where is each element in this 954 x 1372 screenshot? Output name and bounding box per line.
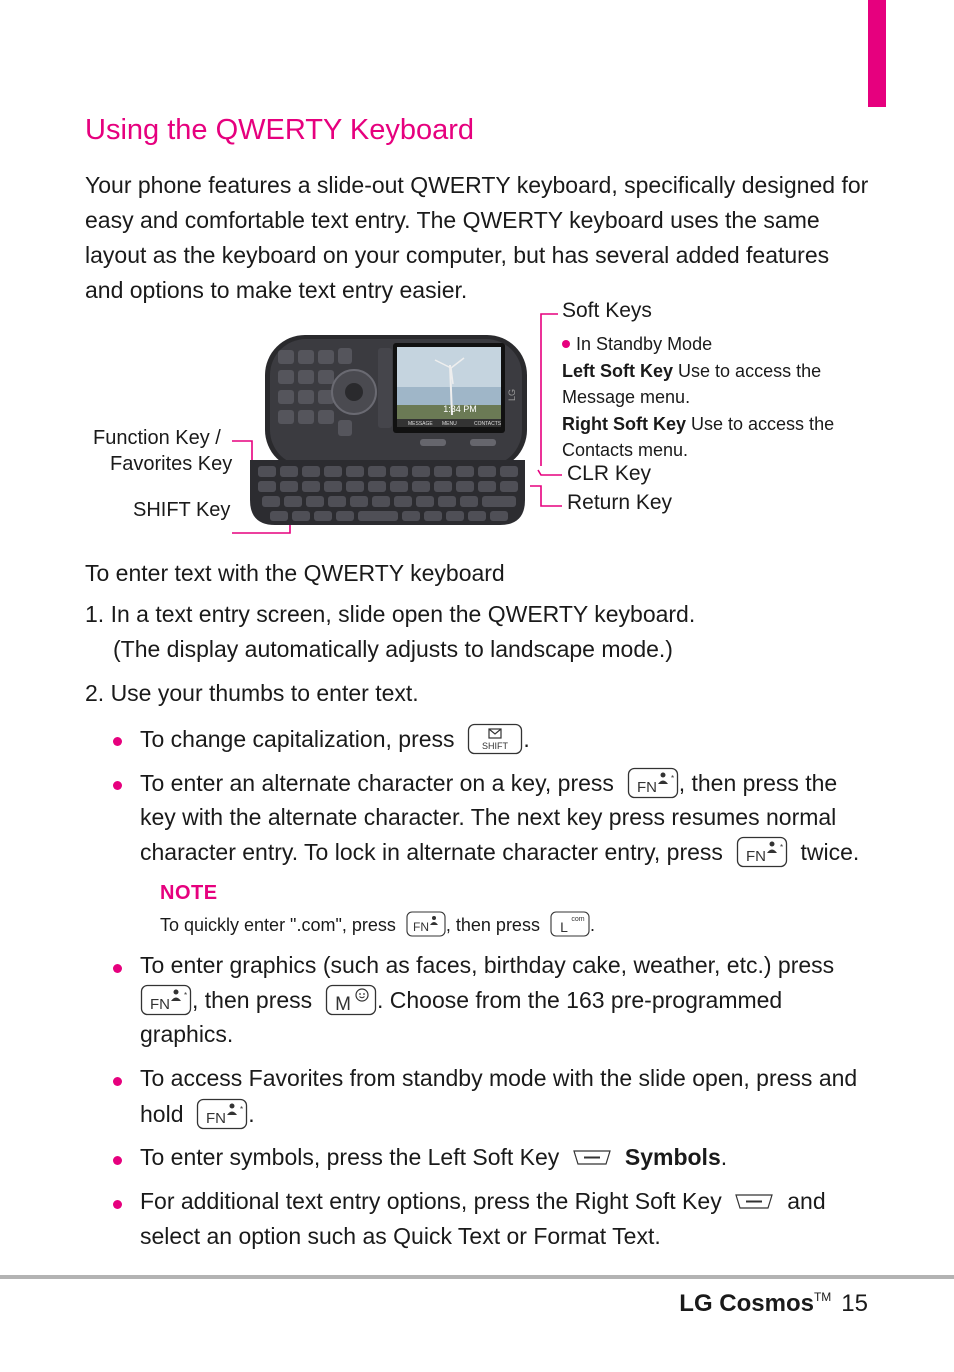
- bullet-text-post: . Choose from the 163 pre-programmed: [376, 987, 783, 1014]
- bullet-text: [140, 725, 530, 757]
- intro-line: layout as the keyboard on your computer, but has several added features: [85, 242, 830, 268]
- fn-key-text: FN: [412, 920, 429, 934]
- bullet-dot: [113, 1200, 122, 1209]
- bullet-dot: [113, 737, 122, 746]
- function-key-label-2: Favorites Key: [110, 453, 233, 475]
- bullet-3-line-2: [140, 986, 782, 1018]
- fn-key-icon: [736, 836, 788, 868]
- bullet-text-post: .: [720, 1144, 728, 1170]
- fn-key-text: FN: [636, 779, 657, 796]
- symbols-term: Symbols: [624, 1144, 721, 1170]
- trademark-symbol: TM: [813, 1290, 832, 1304]
- left-soft-key-term: Left Soft Key: [562, 361, 674, 381]
- screen-time: 1:34 PM: [443, 404, 477, 414]
- note-text-mid: , then press: [445, 914, 540, 935]
- bullet-2-line-3: [140, 838, 859, 870]
- bullet-text-pre: For additional text entry options, press the Right Soft Key: [140, 1188, 722, 1214]
- section-title: Using the QWERTY Keyboard: [85, 114, 474, 146]
- svg-text:*: *: [240, 1105, 244, 1114]
- fn-key-text: FN: [745, 848, 766, 865]
- bullet-text-pre: To enter an alternate character on a key, press: [140, 770, 614, 797]
- bullet-text-pre: hold: [140, 1101, 184, 1128]
- bullet-text: [140, 1188, 826, 1215]
- bullet-6-line-2: select an option such as Quick Text or Format Text.: [140, 1223, 661, 1249]
- bullet-text-pre: To change capitalization, press: [140, 726, 455, 753]
- l-key-text: L: [560, 919, 568, 935]
- intro-line: and options to make text entry easier.: [85, 277, 468, 303]
- bullet-dot: [113, 1156, 122, 1165]
- note-text-pre: To quickly enter ".com", press: [160, 914, 396, 935]
- right-soft-key-term: Right Soft Key: [562, 414, 686, 434]
- footer-rule: [0, 1275, 954, 1279]
- screen-softkey-right: CONTACTS: [474, 421, 502, 427]
- soft-keys-label: Soft Keys: [562, 299, 652, 322]
- footer-brand: LG Cosmos: [679, 1290, 814, 1317]
- bullet-text-post: twice.: [800, 839, 860, 866]
- fn-key-text: FN: [206, 1110, 227, 1127]
- bullet-text: [140, 1144, 727, 1171]
- step-1-line-2: (The display automatically adjusts to landscape mode.): [113, 636, 673, 662]
- m-key-text: M: [335, 994, 351, 1015]
- screen-softkey-left: MESSAGE: [408, 421, 433, 427]
- bullet-3-line-3: graphics.: [140, 1021, 234, 1047]
- bullet-dot: [113, 781, 122, 790]
- bullet-text-pre: character entry. To lock in alternate character entry, press: [140, 839, 723, 866]
- left-soft-key-icon: [572, 1146, 612, 1168]
- bullet-text: [140, 769, 837, 801]
- shift-key-label: SHIFT Key: [133, 499, 231, 521]
- bullet-dot: [113, 964, 122, 973]
- shift-key-icon: [467, 723, 523, 755]
- bullet-text-pre: To enter symbols, press the Left Soft Key: [140, 1144, 560, 1170]
- svg-text:*: *: [670, 774, 674, 783]
- return-key-label: Return Key: [567, 491, 673, 514]
- page-footer: [679, 1290, 868, 1318]
- left-soft-key-desc-2: Message menu.: [562, 387, 691, 407]
- fn-key-text: FN: [150, 996, 170, 1013]
- bullet-text: To enter graphics (such as faces, birthday cake, weather, etc.) press: [140, 952, 835, 978]
- right-soft-key-desc-2: Contacts menu.: [562, 440, 689, 460]
- intro-line: easy and comfortable text entry. The QWERTY keyboard uses the same: [85, 207, 820, 233]
- svg-text:*: *: [184, 991, 188, 1000]
- note-text: [160, 913, 595, 939]
- standby-mode-text: In Standby Mode: [576, 334, 713, 354]
- l-com-key-icon: [550, 911, 590, 937]
- note-label: NOTE: [160, 882, 218, 904]
- intro-line: Your phone features a slide-out QWERTY keyboard, specifically designed for: [85, 172, 869, 198]
- phone-illustration: [230, 320, 530, 535]
- com-key-text: com: [571, 916, 585, 923]
- bullet-text-mid: , then press: [192, 987, 313, 1014]
- bullet-2-line-2: key with the alternate character. The next key press resumes normal: [140, 804, 837, 830]
- right-soft-key-desc-1: Use to access the: [691, 414, 835, 434]
- bullet-dot: [113, 1077, 122, 1086]
- m-emoticon-key-icon: [325, 984, 377, 1016]
- screen-softkey-mid: MENU: [442, 421, 457, 427]
- fn-key-icon: [406, 911, 446, 937]
- fn-key-icon: [140, 984, 192, 1016]
- lg-logo: LG: [507, 388, 517, 402]
- svg-text:*: *: [779, 843, 783, 852]
- note-text-post: .: [589, 914, 595, 935]
- fn-key-icon: [196, 1098, 248, 1130]
- page-number: 15: [841, 1290, 868, 1317]
- clr-key-label: CLR Key: [567, 462, 652, 485]
- bullet-text-post: , then press the: [678, 770, 838, 797]
- right-soft-key-icon: [734, 1190, 774, 1212]
- left-soft-key-desc-1: Use to access the: [678, 361, 822, 381]
- bullet-text-post: .: [523, 726, 530, 753]
- shift-key-text: SHIFT: [482, 741, 509, 751]
- bullet-text-post: .: [248, 1101, 255, 1128]
- step-2: 2. Use your thumbs to enter text.: [85, 680, 419, 706]
- bullet-4-line-2: [140, 1100, 255, 1132]
- subheading: To enter text with the QWERTY keyboard: [85, 560, 505, 586]
- bullet-text-post: and: [787, 1188, 826, 1214]
- function-key-label-1: Function Key /: [93, 427, 221, 449]
- fn-key-icon: [627, 767, 679, 799]
- bullet-text: To access Favorites from standby mode with the slide open, press and: [140, 1065, 858, 1091]
- step-1-line-1: 1. In a text entry screen, slide open the QWERTY keyboard.: [85, 601, 696, 627]
